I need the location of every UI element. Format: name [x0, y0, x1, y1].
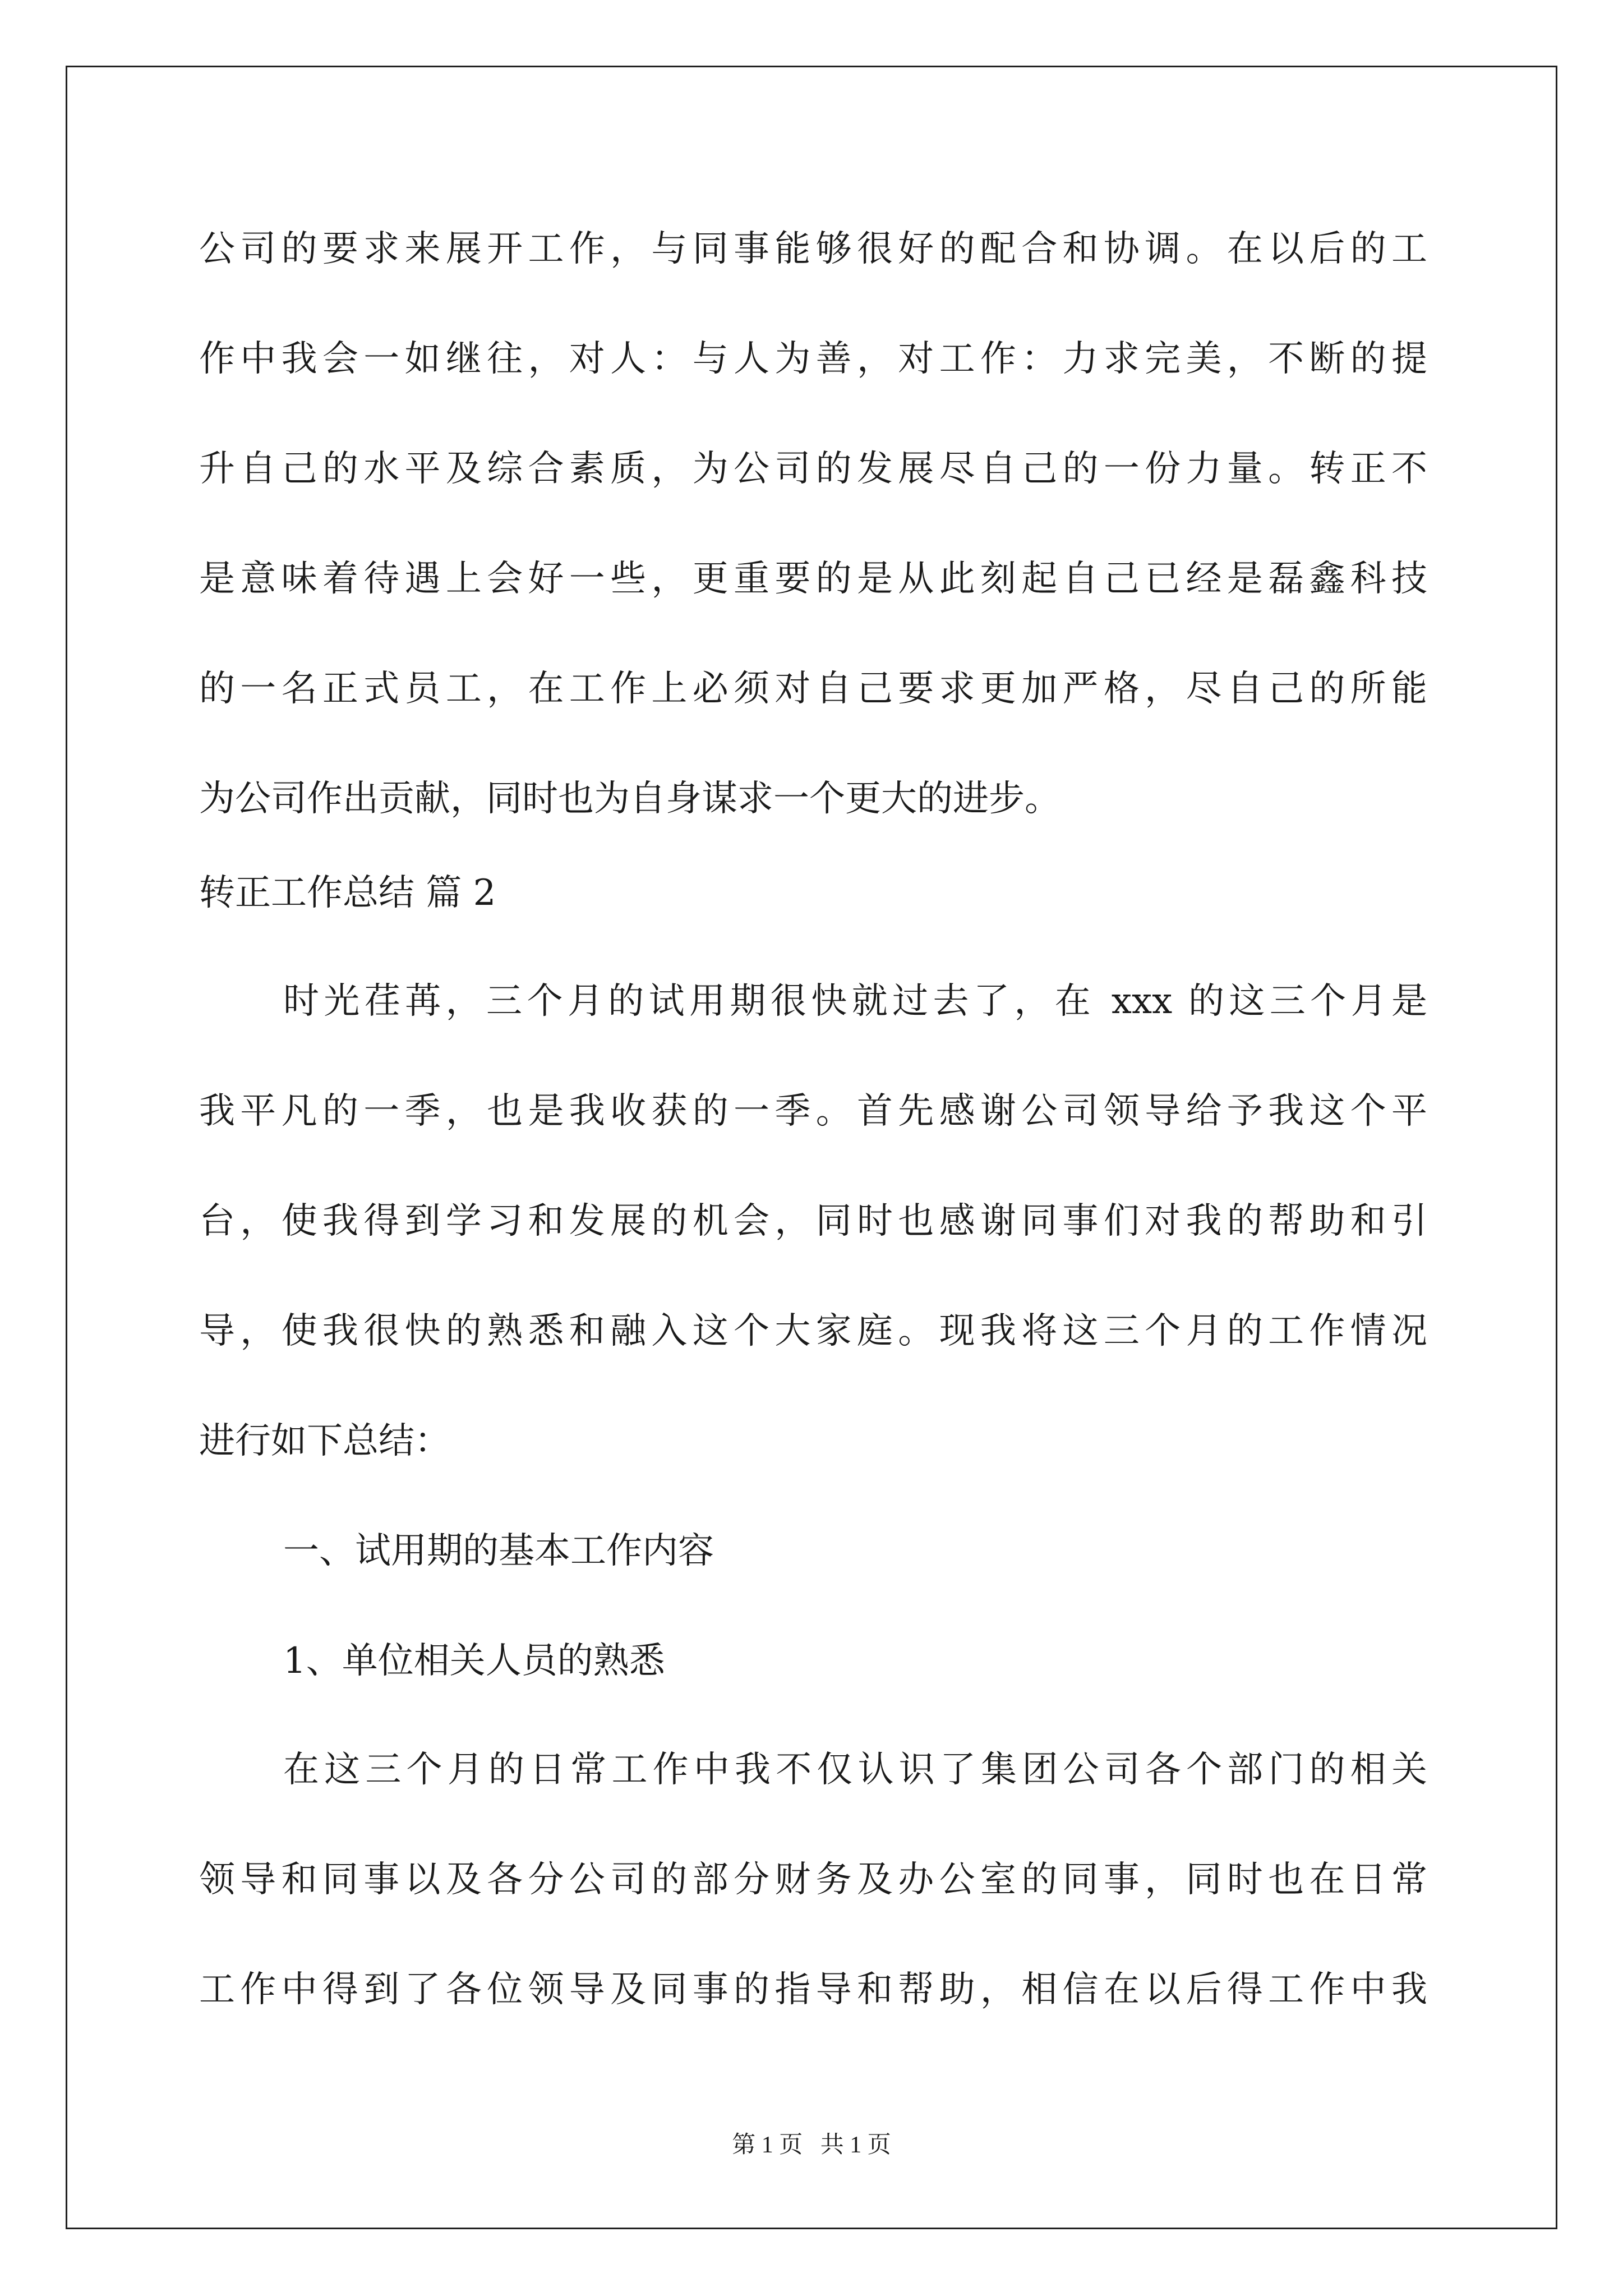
- body-text-line: 作中我会一如继往，对人：与人为善，对工作：力求完美，不断的提: [199, 338, 1427, 380]
- body-text-line: 领导和同事以及各分公司的部分财务及办公室的同事，同时也在日常: [199, 1859, 1427, 1901]
- body-text-line: 工作中得到了各位领导及同事的指导和帮助，相信在以后得工作中我: [199, 1969, 1427, 2010]
- body-text-line: 的一名正式员工，在工作上必须对自己要求更加严格，尽自己的所能: [199, 668, 1427, 710]
- body-text-line: 进行如下总结：: [199, 1420, 450, 1462]
- body-text-line: 台，使我得到学习和发展的机会，同时也感谢同事们对我的帮助和引: [199, 1200, 1427, 1242]
- body-text-line: 是意味着待遇上会好一些，更重要的是从此刻起自己已经是磊鑫科技: [199, 558, 1427, 600]
- subheading: 一、试用期的基本工作内容: [283, 1530, 714, 1572]
- body-text-line: 公司的要求来展开工作，与同事能够很好的配合和协调。在以后的工: [199, 228, 1427, 270]
- body-text-line: 我平凡的一季，也是我收获的一季。首先感谢公司领导给予我这个平: [199, 1091, 1427, 1132]
- body-text-line: 升自己的水平及综合素质，为公司的发展尽自己的一份力量。转正不: [199, 448, 1427, 490]
- body-text-line: 导，使我很快的熟悉和融入这个大家庭。现我将这三个月的工作情况: [199, 1310, 1427, 1352]
- section-heading: 转正工作总结 篇 2: [199, 872, 496, 914]
- body-text-line: 在这三个月的日常工作中我不仅认识了集团公司各个部门的相关: [283, 1749, 1427, 1791]
- body-text-line: 时光荏苒，三个月的试用期很快就过去了，在 xxx 的这三个月是: [283, 981, 1427, 1022]
- page-border: [66, 66, 1557, 2229]
- body-text-line: 为公司作出贡献，同时也为自身谋求一个更大的进步。: [199, 778, 1061, 820]
- page-footer: 第 1 页 共 1 页: [732, 2132, 891, 2158]
- subheading: 1、单位相关人员的熟悉: [283, 1640, 665, 1682]
